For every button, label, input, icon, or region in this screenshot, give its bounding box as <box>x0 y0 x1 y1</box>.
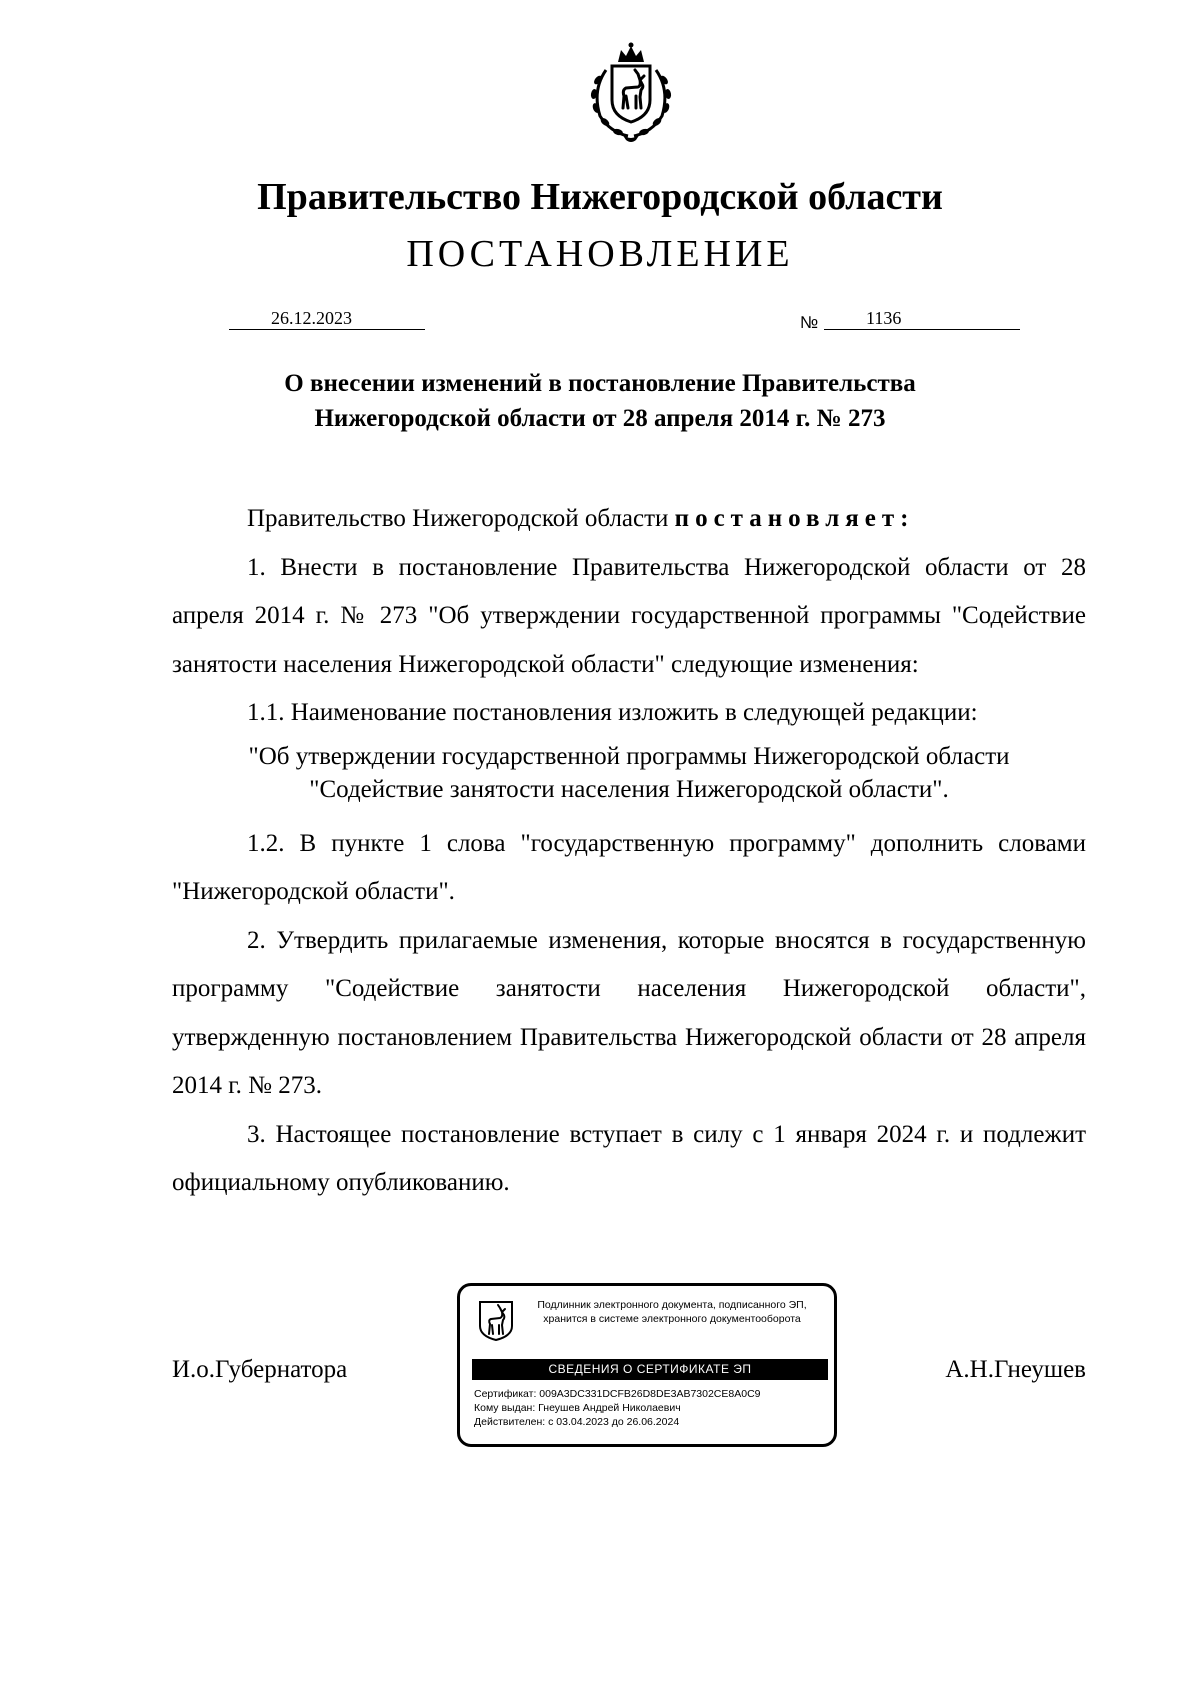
paragraph-2: 2. Утвердить прилагаемые изменения, которые вносятся в государственную программу "Содействие занятости населения Нижегородской области", утвержденную постановлением Правительства Нижегородской области от 28 апреля 2014 г. № 273. <box>172 926 1086 1099</box>
subject-line-1: О внесении изменений в постановление Правительства <box>284 370 916 397</box>
subject-line-2: Нижегородской области от 28 апреля 2014 г. № 273 <box>314 405 886 432</box>
document-type: ПОСТАНОВЛЕНИЕ <box>406 233 794 275</box>
intro-paragraph <box>172 495 1086 544</box>
stamp-header <box>522 1298 822 1326</box>
paragraph-1: 1. Внести в постановление Правительства Нижегородской области от 28 апреля 2014 г. № 273 "Об утверждении государственной программы "Содействие занятости населения Нижегородской области" следующие изменения: <box>172 553 1086 678</box>
electronic-signature-stamp <box>457 1283 837 1447</box>
intro-text: Правительство Нижегородской области <box>247 505 669 532</box>
document-date: 26.12.2023 <box>229 307 425 330</box>
certificate-owner: Кому выдан: Гнеушев Андрей Николаевич <box>474 1402 681 1414</box>
certificate-id: Сертификат: 009A3DC331DCFB26D8DE3AB7302CE8A0C9 <box>474 1388 761 1400</box>
quote-line-2: "Содействие занятости населения Нижегородской области". <box>309 775 949 803</box>
number-label: № <box>800 313 819 332</box>
signatory-name: А.Н.Гнеушев <box>945 1356 1086 1383</box>
quoted-title <box>172 740 1086 806</box>
document-number: 1136 <box>824 307 1020 330</box>
coat-of-arms-icon <box>578 40 684 146</box>
certificate-info-bar: СВЕДЕНИЯ О СЕРТИФИКАТЕ ЭП <box>472 1359 828 1380</box>
intro-verb: постановляет: <box>674 505 915 532</box>
certificate-validity: Действителен: с 03.04.2023 до 26.06.2024 <box>474 1416 680 1428</box>
stamp-header-line-1: Подлинник электронного документа, подписанного ЭП, <box>537 1299 807 1311</box>
certificate-details <box>474 1387 761 1429</box>
document-subject <box>0 366 1200 436</box>
deer-emblem-icon <box>478 1300 514 1342</box>
stamp-header-line-2: хранится в системе электронного документооборота <box>543 1313 801 1325</box>
paragraph-3: 3. Настоящее постановление вступает в силу с 1 января 2024 г. и подлежит официальному опубликованию. <box>172 1120 1086 1196</box>
paragraph-1-2: 1.2. В пункте 1 слова "государственную программу" дополнить словами "Нижегородской области". <box>172 829 1086 905</box>
organization-title: Правительство Нижегородской области <box>257 176 943 218</box>
paragraph-1-1: 1.1. Наименование постановления изложить в следующей редакции: <box>247 699 978 726</box>
quote-line-1: "Об утверждении государственной программы Нижегородской области <box>248 742 1010 770</box>
document-body <box>172 495 1086 1208</box>
signatory-position: И.о.Губернатора <box>172 1356 348 1383</box>
